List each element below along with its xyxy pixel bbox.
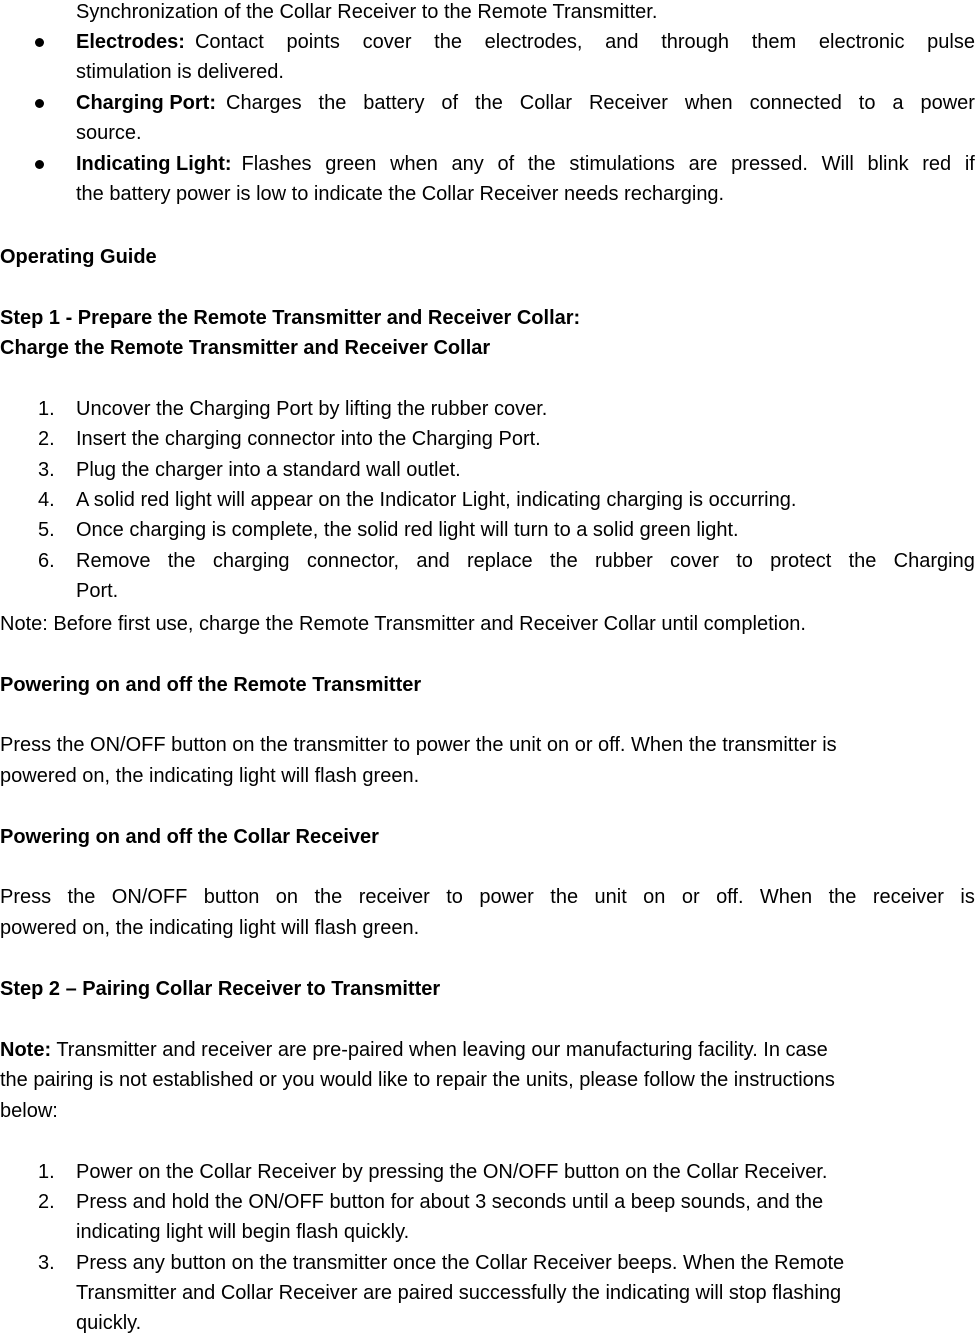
word: charging (212, 550, 290, 572)
word: the (527, 153, 556, 175)
continuation-text: Synchronization of the Collar Receiver to the Remote Transmitter. (76, 1, 658, 23)
word: them (751, 31, 797, 53)
word: a (892, 92, 904, 114)
bullet-electrodes (76, 30, 975, 54)
power-transmitter-text-cont: powered on, the indicating light will flash green. (0, 765, 420, 787)
list-item-cont: Transmitter and Collar Receiver are paired successfully the indicating will stop flashing (76, 1282, 842, 1304)
word: when (684, 92, 733, 114)
bullet-icon (35, 38, 44, 47)
list-item: Power on the Collar Receiver by pressing the ON/OFF button on the Collar Receiver. (76, 1161, 828, 1183)
list-item: Press any button on the transmitter once the Collar Receiver beeps. When the Remote (76, 1252, 845, 1274)
step2-note (0, 1038, 975, 1062)
list-item-cont: quickly. (76, 1312, 142, 1334)
word: green (325, 153, 377, 175)
word: battery (363, 92, 425, 114)
word: ON/OFF (111, 886, 188, 908)
word: if (964, 153, 975, 175)
word: Remove (76, 550, 151, 572)
list-item: Uncover the Charging Port by lifting the rubber cover. (76, 398, 548, 420)
bullet-text-cont: the battery power is low to indicate the Collar Receiver needs recharging. (76, 183, 725, 205)
step1-subheading: Charge the Remote Transmitter and Receiver Collar (0, 337, 491, 359)
word: pressed. (731, 153, 808, 175)
word: stimulations (569, 153, 675, 175)
word: cover (362, 31, 412, 53)
word: power (920, 92, 975, 114)
word: the (475, 92, 503, 114)
word: protect (770, 550, 832, 572)
bullet-indicating-light (76, 152, 975, 176)
word: of (441, 92, 459, 114)
list-number: 2. (38, 1191, 55, 1213)
power-receiver-heading: Powering on and off the Collar Receiver (0, 826, 379, 848)
word: Charges (226, 92, 302, 114)
list-item: A solid red light will appear on the Indicator Light, indicating charging is occurring. (76, 489, 797, 511)
word: cover (670, 550, 719, 572)
word: on (643, 886, 666, 908)
list-number: 1. (38, 1161, 55, 1183)
bullet-label: Indicating Light: (76, 153, 232, 175)
bullet-text-cont: source. (76, 122, 142, 144)
step2-note-cont: the pairing is not established or you would like to repair the units, please follow the instructions (0, 1069, 835, 1091)
word: the (848, 550, 877, 572)
list-number: 3. (38, 1252, 55, 1274)
word: receiver (358, 886, 430, 908)
word: to (736, 550, 753, 572)
power-receiver-text-cont: powered on, the indicating light will flash green. (0, 917, 420, 939)
list-number: 4. (38, 489, 55, 511)
word: any (451, 153, 484, 175)
word: or (681, 886, 700, 908)
word: to (446, 886, 463, 908)
bullet-label: Charging Port: (76, 92, 216, 114)
word: Will (821, 153, 854, 175)
word: on (275, 886, 299, 908)
list-item: Insert the charging connector into the Charging Port. (76, 428, 541, 450)
power-transmitter-heading: Powering on and off the Remote Transmitter (0, 674, 422, 696)
word: Collar (519, 92, 573, 114)
bullet-charging-port (76, 91, 975, 115)
operating-guide-heading: Operating Guide (0, 246, 157, 268)
bullet-icon (35, 99, 44, 108)
word: receiver (872, 886, 944, 908)
word: rubber (594, 550, 653, 572)
word: pulse (927, 31, 975, 53)
word: and (605, 31, 639, 53)
bullet-text-cont: stimulation is delivered. (76, 61, 284, 83)
list-number: 1. (38, 398, 55, 420)
word: the (549, 550, 578, 572)
word: points (286, 31, 340, 53)
step1-note: Note: Before first use, charge the Remote Transmitter and Receiver Collar until completion. (0, 613, 806, 635)
list-number: 3. (38, 459, 55, 481)
list-item-text (76, 549, 975, 573)
word: Contact (194, 31, 264, 53)
list-item-cont: Port. (76, 580, 119, 602)
word: through (661, 31, 730, 53)
word: the (434, 31, 462, 53)
word: the (828, 886, 857, 908)
power-transmitter-text: Press the ON/OFF button on the transmitter to power the unit on or off. When the transmitter is (0, 734, 837, 756)
list-number: 5. (38, 519, 55, 541)
list-item (76, 549, 975, 573)
word: to (858, 92, 876, 114)
word: unit (594, 886, 627, 908)
word: of (497, 153, 515, 175)
word: electrodes, (484, 31, 583, 53)
step2-heading: Step 2 – Pairing Collar Receiver to Transmitter (0, 978, 441, 1000)
power-receiver-line (0, 885, 975, 909)
bullet-text (226, 91, 975, 115)
word: the (550, 886, 579, 908)
word: Receiver (588, 92, 668, 114)
note-label: Note: (0, 1039, 52, 1061)
step2-note-cont: below: (0, 1100, 58, 1122)
word: the (167, 550, 196, 572)
list-item: Plug the charger into a standard wall outlet. (76, 459, 461, 481)
word: connected (749, 92, 842, 114)
word: Flashes (241, 153, 312, 175)
word: button (203, 886, 260, 908)
list-number: 2. (38, 428, 55, 450)
word: Press (0, 886, 52, 908)
note-text: Transmitter and receiver are pre-paired when leaving our manufacturing facility. In case (56, 1039, 828, 1061)
word: When (759, 886, 813, 908)
word: red (922, 153, 952, 175)
word: the (318, 92, 347, 114)
word: blink (867, 153, 909, 175)
word: power (479, 886, 534, 908)
word: and (416, 550, 450, 572)
word: off. (716, 886, 744, 908)
word: replace (467, 550, 533, 572)
word: the (67, 886, 96, 908)
step1-heading: Step 1 - Prepare the Remote Transmitter and Receiver Collar: (0, 307, 581, 329)
power-receiver-text (0, 885, 975, 909)
list-item-cont: indicating light will begin flash quickly. (76, 1221, 410, 1243)
bullet-text (242, 152, 975, 176)
word: is (960, 886, 975, 908)
word: connector, (306, 550, 400, 572)
word: when (390, 153, 438, 175)
word: electronic (818, 31, 905, 53)
word: are (688, 153, 718, 175)
bullet-label: Electrodes: (76, 31, 185, 53)
word: the (314, 886, 343, 908)
list-item: Once charging is complete, the solid red light will turn to a solid green light. (76, 519, 739, 541)
bullet-text (195, 30, 975, 54)
bullet-icon (35, 160, 44, 169)
word: Charging (893, 550, 975, 572)
list-number: 6. (38, 550, 55, 572)
list-item: Press and hold the ON/OFF button for about 3 seconds until a beep sounds, and the (76, 1191, 824, 1213)
